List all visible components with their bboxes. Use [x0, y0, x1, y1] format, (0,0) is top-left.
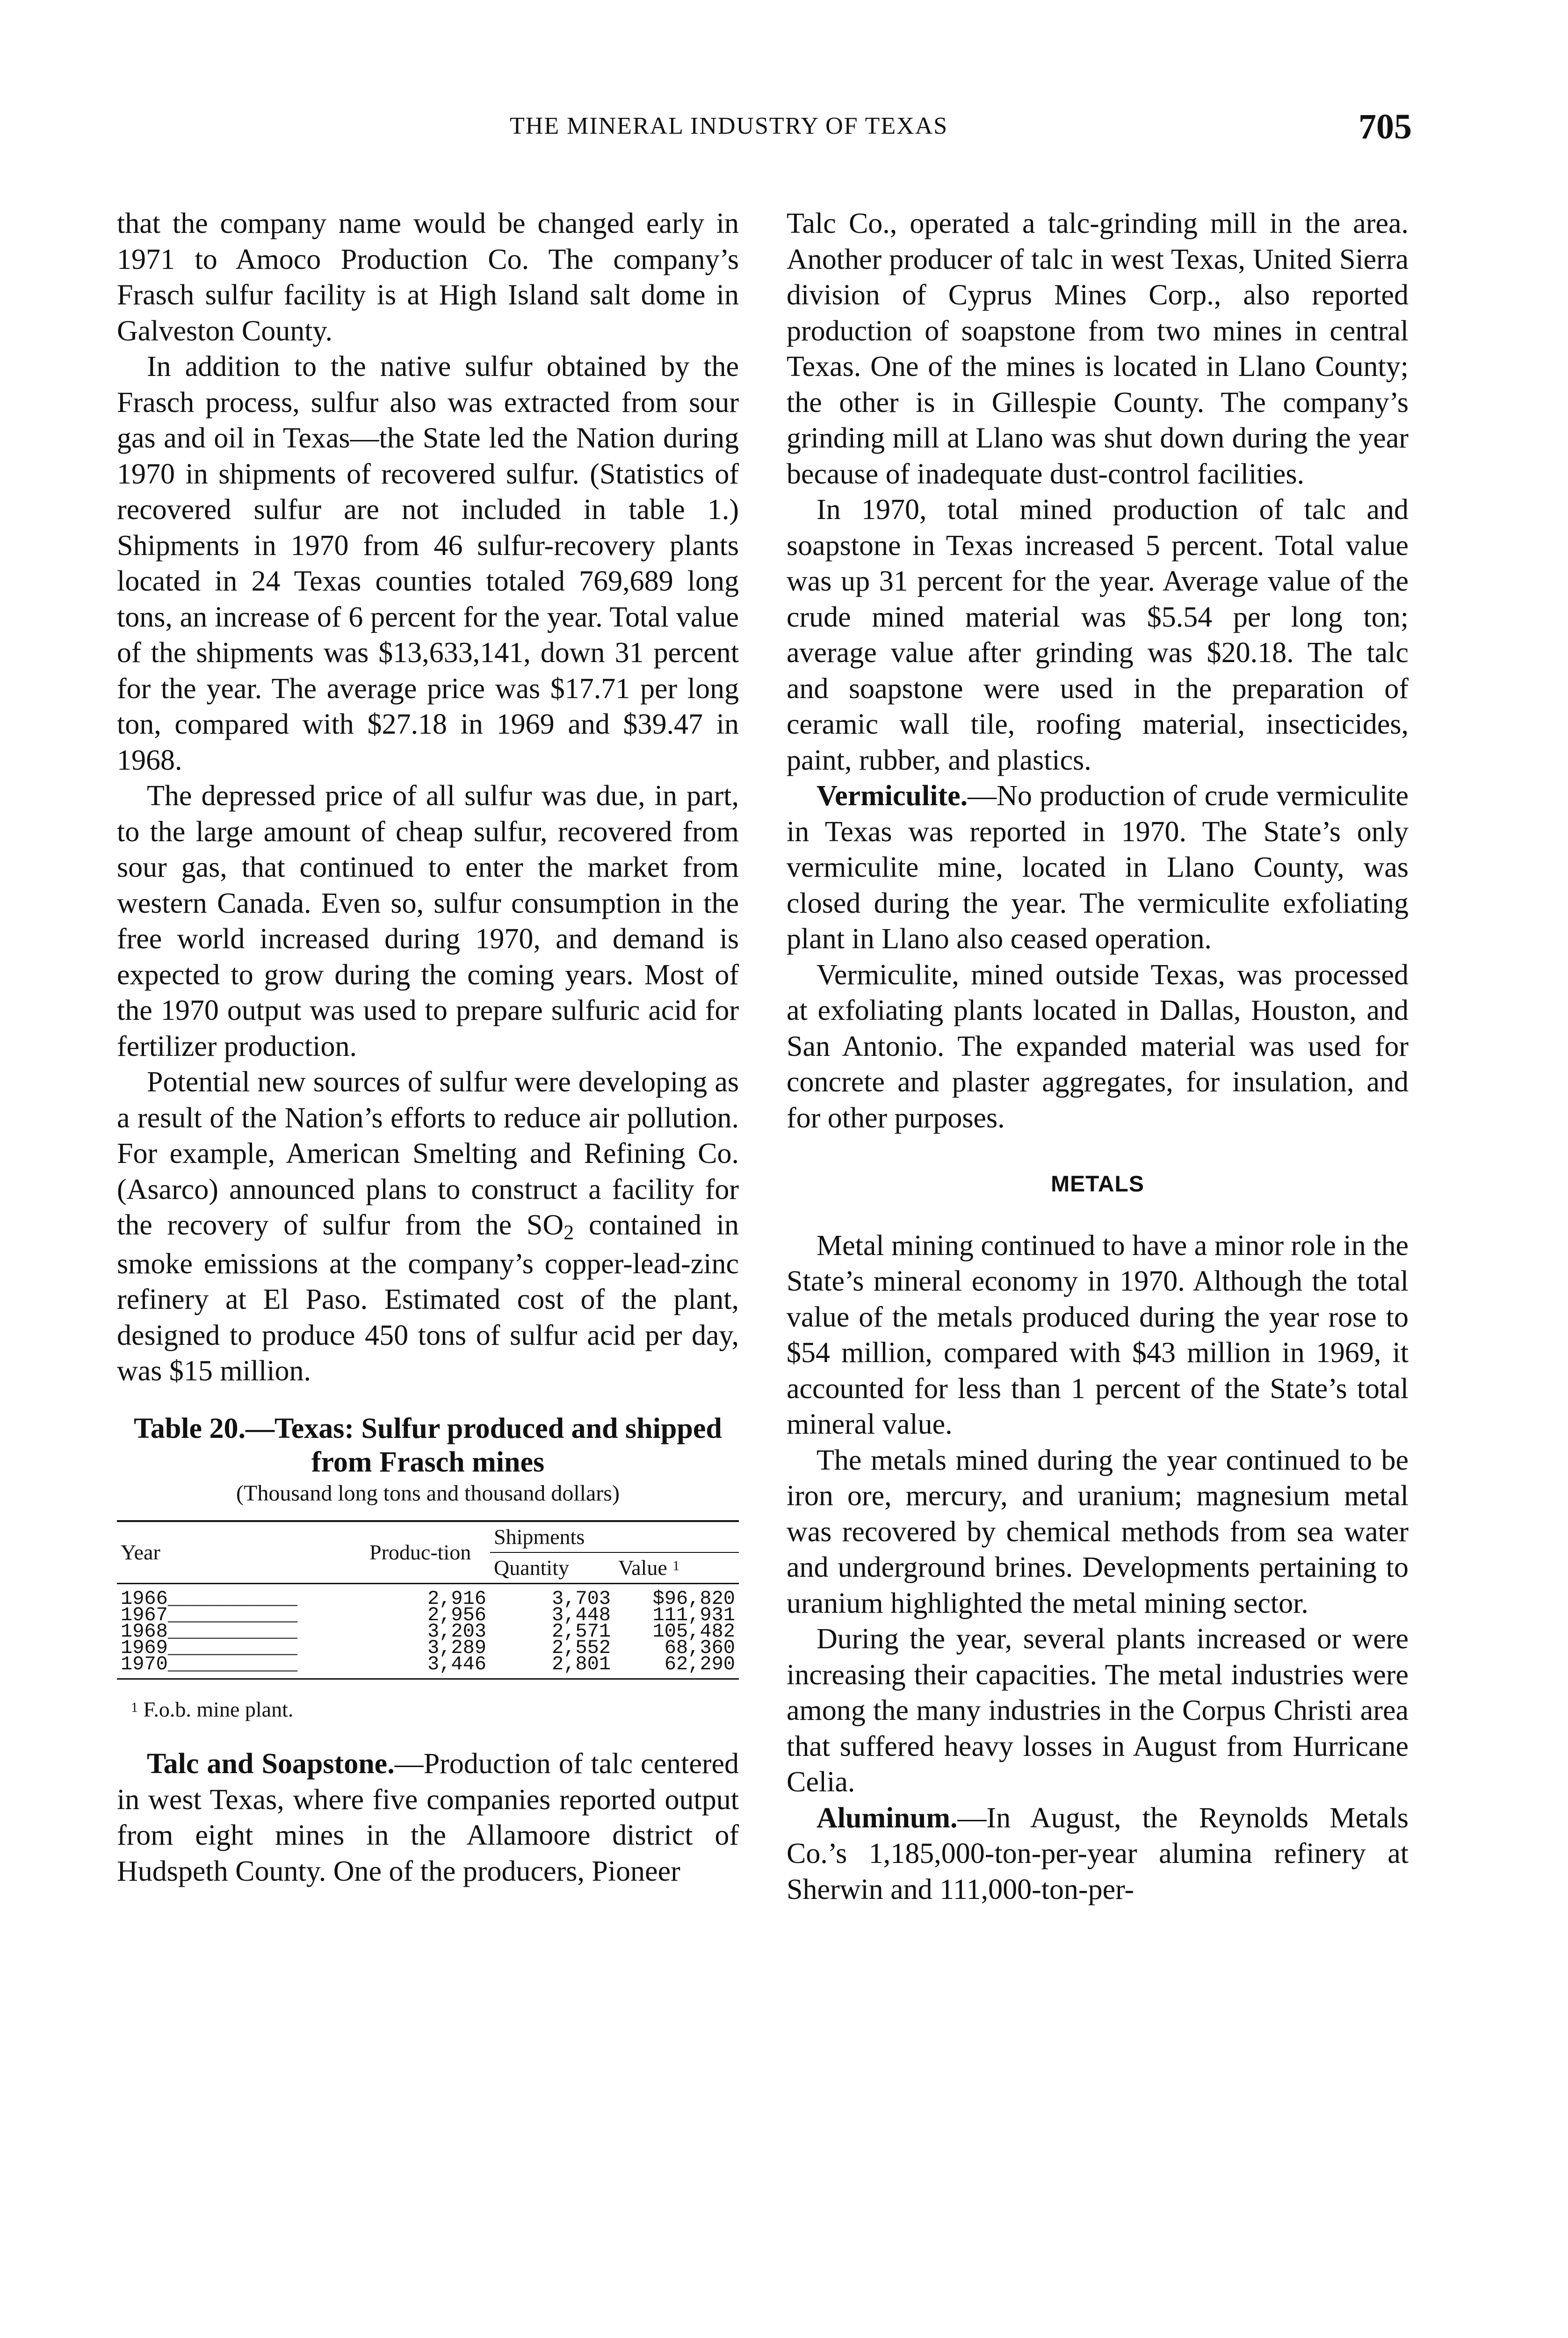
paragraph: [117, 1746, 739, 1889]
paragraph: [117, 1064, 739, 1389]
paragraph: The metals mined during the year continued to be iron ore, mercury, and uranium; magnesium metal was recovered by chemical methods from sea water and underground brines. Developments pertaining to uranium highlighted the metal mining sector.: [787, 1444, 1409, 1619]
cell-value: $96,820: [652, 1587, 735, 1610]
col-header-production: Produc-tion: [369, 1540, 471, 1564]
right-column: [787, 206, 1409, 1907]
paragraph: The depressed price of all sulfur was due, in part, to the large amount of cheap sulfur, recovered from sour gas, that continued to enter the market from western Canada. Even so, sulfur consumption in the free world increased during 1970, and demand is expected to grow during the coming years. Most of the 1970 output was used to prepare sulfuric acid for fertilizer production.: [117, 780, 739, 1062]
table-footnote: [117, 1692, 739, 1728]
paragraph: In addition to the native sulfur obtained by the Frasch process, sulfur also was extracted from sour gas and oil in Texas—the State led the Nation during 1970 in shipments of recovered sulfur. (Statistics of recovered sulfur are not included in table 1.) Shipments in 1970 from 46 sulfur-recovery plants located in 24 Texas counties totaled 769,689 long tons, an increase of 6 percent for the year. Total value of the shipments was $13,633,141, down 31 percent for the year. The average price was $17.71 per long ton, compared with $27.18 in 1969 and $39.47 in 1968.: [117, 351, 739, 776]
subscript: 2: [564, 1221, 574, 1244]
cell-year: 1966___________: [121, 1587, 298, 1610]
cell-quantity: 2,552: [551, 1636, 611, 1659]
paragraph-text: Potential new sources of sulfur were developing as a result of the Nation’s efforts to reduce air pollution. For example, American Smelting and Refining Co. (Asarco) announced plans to construct a facility for the recovery of sulfur from the SO: [117, 1066, 739, 1241]
footnote-ref: 1: [672, 1558, 680, 1573]
left-column: [117, 206, 739, 1889]
paragraph-text: —No production of crude vermiculite in Texas was reported in 1970. The State’s only vermiculite mine, located in Llano County, was closed during the year. The vermiculite exfoliating plant in Llano also ceased operation.: [787, 780, 1409, 955]
col-header-value-label: Value: [618, 1555, 667, 1580]
table-row: [117, 1656, 739, 1679]
paragraph-text: contained in smoke emissions at the company’s copper-lead-zinc refinery at El Paso. Estimated cost of the plant, designed to produce 450 tons of sulfur acid per day, was $15 million.: [117, 1209, 739, 1387]
cell-quantity: 2,571: [551, 1620, 611, 1643]
cell-production: 2,916: [427, 1587, 486, 1610]
cell-quantity: 3,448: [551, 1603, 611, 1626]
cell-production: 2,956: [427, 1603, 486, 1626]
page-number: 705: [1358, 107, 1412, 146]
cell-quantity: 3,703: [551, 1587, 611, 1610]
paragraph: During the year, several plants increased or were increasing their capacities. The metal industries were among the many industries in the Corpus Christi area that suffered heavy losses in August from Hurricane Celia.: [787, 1623, 1409, 1798]
paragraph: that the company name would be changed early in 1971 to Amoco Production Co. The company’s Frasch sulfur facility is at High Island salt dome in Galveston County.: [117, 208, 739, 347]
table-unit-note: (Thousand long tons and thousand dollars): [236, 1480, 620, 1506]
section-runin-heading: Vermiculite.: [817, 780, 968, 812]
cell-year: 1968___________: [121, 1620, 298, 1643]
paragraph: Talc Co., operated a talc-grinding mill in the area. Another producer of talc in west Texas, United Sierra division of Cyprus Mines Corp., also reported production of soapstone from two mines in central Texas. One of the mines is located in Llano County; the other is in Gillespie County. The company’s grinding mill at Llano was shut down during the year because of inadequate dust-control facilities.: [787, 208, 1409, 490]
table-20: [117, 1412, 739, 1728]
running-head: THE MINERAL INDUSTRY OF TEXAS: [510, 113, 948, 139]
cell-production: 3,289: [427, 1636, 486, 1659]
col-header-year: Year: [121, 1540, 160, 1564]
section-heading-metals: METALS: [1051, 1172, 1144, 1197]
section-runin-heading: Aluminum.: [817, 1802, 958, 1834]
cell-value: 111,931: [652, 1603, 735, 1626]
cell-value: 105,482: [652, 1620, 735, 1643]
col-header-value: [614, 1552, 739, 1584]
paragraph: Vermiculite, mined outside Texas, was processed at exfoliating plants located in Dallas, Houston, and San Antonio. The expanded material was used for concrete and plaster aggregates, for insulation, and for other purposes.: [787, 959, 1409, 1134]
col-header-quantity: Quantity: [494, 1555, 569, 1580]
cell-value: 68,360: [664, 1636, 735, 1659]
footnote-text: F.o.b. mine plant.: [143, 1697, 294, 1721]
paragraph-text: —Production of talc centered in west Texas, where five companies reported output from eight mines in the Allamoore district of Hudspeth County. One of the producers, Pioneer: [117, 1748, 739, 1887]
cell-quantity: 2,801: [551, 1652, 611, 1675]
data-table: [117, 1520, 739, 1680]
cell-value: 62,290: [664, 1652, 735, 1675]
cell-year: 1970___________: [121, 1652, 298, 1675]
paragraph: In 1970, total mined production of talc and soapstone in Texas increased 5 percent. Total value was up 31 percent for the year. Average value of the crude mined material was $5.54 per long ton; average value after grinding was $20.18. The talc and soapstone were used in the preparation of ceramic wall tile, roofing material, insecticides, paint, rubber, and plastics.: [787, 494, 1409, 776]
cell-year: 1967___________: [121, 1603, 298, 1626]
cell-production: 3,203: [427, 1620, 486, 1643]
cell-year: 1969___________: [121, 1636, 298, 1659]
cell-production: 3,446: [427, 1652, 486, 1675]
paragraph: [787, 778, 1409, 957]
paragraph: [787, 1800, 1409, 1908]
table-title: Table 20.—Texas: Sulfur produced and shipped from Frasch mines: [134, 1412, 722, 1478]
table-row: [117, 1583, 739, 1607]
paragraph: Metal mining continued to have a minor role in the State’s mineral economy in 1970. Although the total value of the metals produced during the year rose to $54 million, compared with $43 million in 1969, it accounted for less than 1 percent of the State’s total mineral value.: [787, 1229, 1409, 1440]
footnote-mark: 1: [131, 1699, 138, 1715]
col-header-shipments: Shipments: [490, 1521, 739, 1552]
section-runin-heading: Talc and Soapstone.: [147, 1748, 395, 1780]
paragraph-text: —In August, the Reynolds Metals Co.’s 1,185,000-ton-per-year alumina refinery at Sherwin and 111,000-ton-per-: [787, 1802, 1409, 1905]
